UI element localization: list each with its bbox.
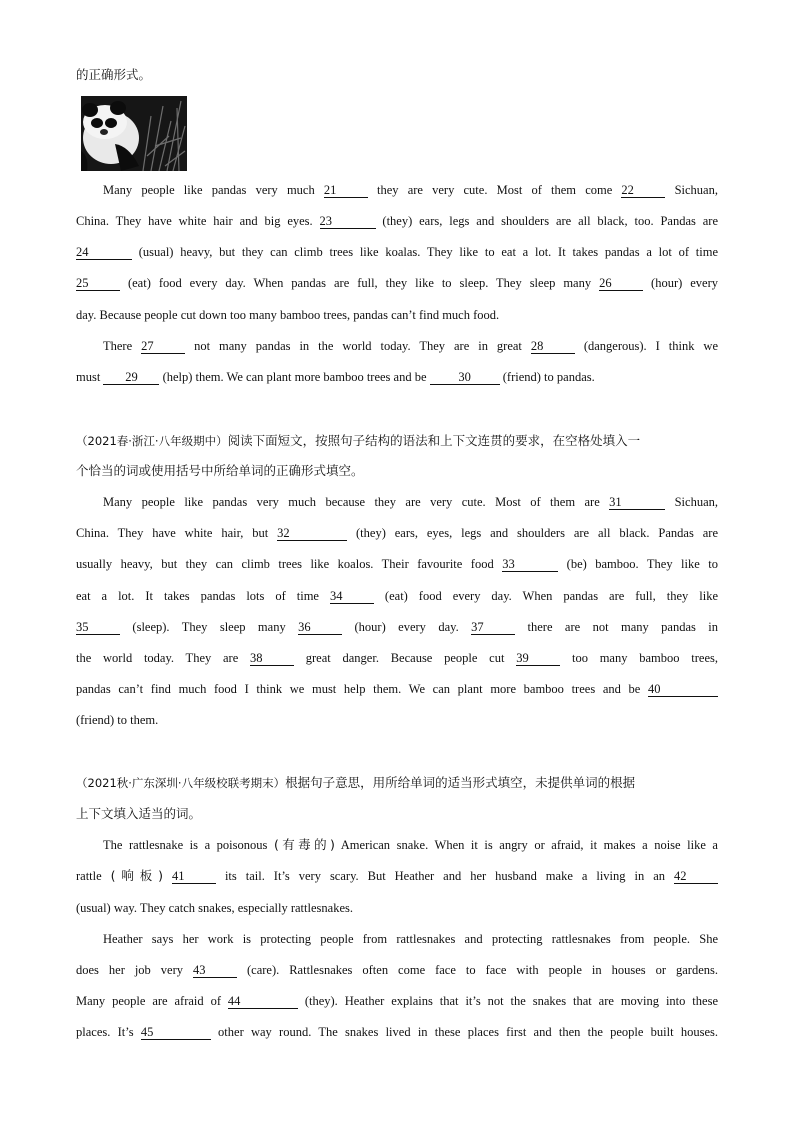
p1-line-6: There 27 not many pandas in the world today. They are in great 28 (dangerous). I think we xyxy=(103,339,718,353)
blank-37[interactable]: 37 xyxy=(471,620,515,635)
blank-28[interactable]: 28 xyxy=(531,339,575,354)
blank-29[interactable]: 29 xyxy=(103,370,159,385)
s2-line-8: (friend) to them. xyxy=(76,713,159,727)
p1-line-3: 24 (usual) heavy, but they can climb trees like koalas. They like to eat a lot. It takes pandas a lot of time xyxy=(76,245,718,259)
p1-line-2: China. They have white hair and big eyes. 23 (they) ears, legs and shoulders are all black, too. Pandas are xyxy=(76,214,718,228)
blank-45[interactable]: 45 xyxy=(141,1025,211,1040)
blank-21[interactable]: 21 xyxy=(324,183,368,198)
blank-38[interactable]: 38 xyxy=(250,651,294,666)
blank-26[interactable]: 26 xyxy=(599,276,643,291)
s2-line-1: Many people like pandas very much because they are very cute. Most of them are 31 Sichuan, xyxy=(103,495,718,509)
panda-image-icon xyxy=(81,96,187,171)
s3-line-7: places. It’s 45 other way round. The snakes lived in these places first and then the people built houses. xyxy=(76,1025,718,1039)
s3-line-6: Many people are afraid of 44 (they). Heather explains that it’s not the snakes that are moving into these xyxy=(76,994,718,1008)
s2-heading-2: 个恰当的词或使用括号中所给单词的正确形式填空。 xyxy=(76,463,364,478)
s2-line-3: usually heavy, but they can climb trees like koalos. Their favourite food 33 (be) bamboo. They like to xyxy=(76,557,718,571)
p1-line-4: 25 (eat) food every day. When pandas are full, they like to sleep. They sleep many 26 (hour) every xyxy=(76,276,718,290)
blank-43[interactable]: 43 xyxy=(193,963,237,978)
blank-30[interactable]: 30 xyxy=(430,370,500,385)
blank-44[interactable]: 44 xyxy=(228,994,298,1009)
s2-heading-1: （2021春·浙江·八年级期中）阅读下面短文，按照句子结构的语法和上下文连贯的要求，在空格处填入一 xyxy=(76,433,641,448)
blank-22[interactable]: 22 xyxy=(621,183,665,198)
p1-line-7: must 29 (help) them. We can plant more bamboo trees and be 30 (friend) to pandas. xyxy=(76,370,595,384)
blank-31[interactable]: 31 xyxy=(609,495,665,510)
s2-line-5: 35 (sleep). They sleep many 36 (hour) every day. 37 there are not many pandas in xyxy=(76,620,719,634)
s3-line-2: rattle (响板) 41 its tail. It’s very scary. But Heather and her husband make a living in an 42 xyxy=(76,867,718,885)
s3-line-5: does her job very 43 (care). Rattlesnakes often come face to face with people in houses or gardens. xyxy=(76,963,718,977)
blank-41[interactable]: 41 xyxy=(172,869,216,884)
s3-line-4: Heather says her work is protecting people from rattlesnakes and protecting rattlesnakes from people. She xyxy=(103,932,718,946)
blank-36[interactable]: 36 xyxy=(298,620,342,635)
blank-42[interactable]: 42 xyxy=(674,869,718,884)
p1-line-1: Many people like pandas very much 21 they are very cute. Most of them come 22 Sichuan, xyxy=(103,183,718,197)
s3-line-3: (usual) way. They catch snakes, especially rattlesnakes. xyxy=(76,901,353,915)
s2-line-6: the world today. They are 38 great danger. Because people cut 39 too many bamboo trees, xyxy=(76,651,718,665)
s2-line-4: eat a lot. It takes pandas lots of time 34 (eat) food every day. When pandas are full, they like xyxy=(76,589,718,603)
blank-32[interactable]: 32 xyxy=(277,526,347,541)
blank-34[interactable]: 34 xyxy=(330,589,374,604)
blank-25[interactable]: 25 xyxy=(76,276,120,291)
blank-24[interactable]: 24 xyxy=(76,245,132,260)
s2-line-7: pandas can’t find much food I think we must help them. We can plant more bamboo trees and be 40 xyxy=(76,680,718,698)
blank-23[interactable]: 23 xyxy=(320,214,376,229)
s3-heading-1: （2021秋·广东深圳·八年级校联考期末）根据句子意思，用所给单词的适当形式填空，未提供单词的根据 xyxy=(76,775,636,790)
blank-35[interactable]: 35 xyxy=(76,620,120,635)
p1-line-5: day. Because people cut down too many bamboo trees, pandas can’t find much food. xyxy=(76,308,500,322)
s2-line-2: China. They have white hair, but 32 (they) ears, eyes, legs and shoulders are all black. Pandas are xyxy=(76,526,718,540)
blank-40[interactable]: 40 xyxy=(648,682,718,697)
panda-photo xyxy=(81,96,187,171)
intro-tail: 的正确形式。 xyxy=(76,67,152,82)
blank-39[interactable]: 39 xyxy=(516,651,560,666)
s3-heading-2: 上下文填入适当的词。 xyxy=(76,806,202,821)
blank-33[interactable]: 33 xyxy=(502,557,558,572)
s3-line-1: The rattlesnake is a poisonous (有毒的) American snake. When it is angry or afraid, it makes a noise like a xyxy=(103,837,718,852)
blank-27[interactable]: 27 xyxy=(141,339,185,354)
